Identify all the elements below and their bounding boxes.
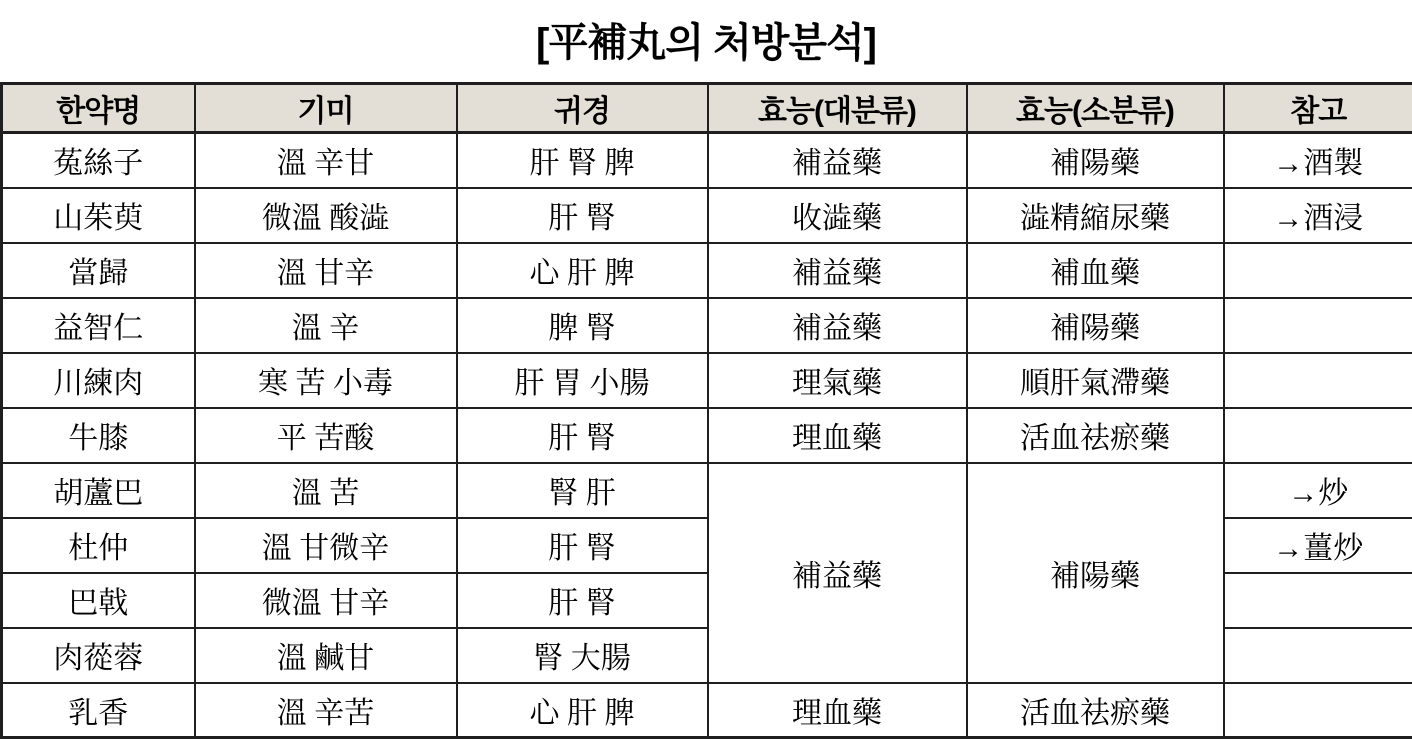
table-cell: 補陽藥	[967, 298, 1224, 353]
table-cell: 溫 苦	[195, 463, 457, 518]
table-cell: 腎 大腸	[457, 628, 708, 683]
table-cell	[1224, 243, 1412, 298]
table-cell: 肝 腎 脾	[457, 133, 708, 188]
column-header-6: 참고	[1224, 84, 1412, 133]
page-title: [平補丸의 처방분석]	[536, 21, 876, 65]
table-cell: 寒 苦 小毒	[195, 353, 457, 408]
table-cell: 補陽藥	[967, 133, 1224, 188]
table-cell	[1224, 628, 1412, 683]
table-row	[2, 133, 1412, 188]
table-cell: 微溫 酸澁	[195, 188, 457, 243]
table-cell: 肝 腎	[457, 573, 708, 628]
table-cell: 川練肉	[2, 353, 195, 408]
table-cell: 補益藥	[708, 133, 967, 188]
column-header-1: 한약명	[2, 84, 195, 133]
table-cell: 補血藥	[967, 243, 1224, 298]
table-cell: 脾 腎	[457, 298, 708, 353]
table-cell: 收澁藥	[708, 188, 967, 243]
table-cell: 巴戟	[2, 573, 195, 628]
table-cell: 胡蘆巴	[2, 463, 195, 518]
table-cell: 肉蓯蓉	[2, 628, 195, 683]
table-cell: 肝 腎	[457, 408, 708, 463]
table-cell	[1224, 298, 1412, 353]
table-cell: 牛膝	[2, 408, 195, 463]
table-cell: 理血藥	[708, 683, 967, 738]
table-row	[2, 243, 1412, 298]
table-cell: →酒浸	[1224, 188, 1412, 243]
table-cell: 活血祛瘀藥	[967, 408, 1224, 463]
table-cell: 心 肝 脾	[457, 243, 708, 298]
table-cell: 肝 腎	[457, 518, 708, 573]
table-cell: 溫 鹹甘	[195, 628, 457, 683]
table-row	[2, 683, 1412, 738]
table-cell	[1224, 408, 1412, 463]
table-cell: 腎 肝	[457, 463, 708, 518]
column-header-3: 귀경	[457, 84, 708, 133]
table-cell: 溫 甘辛	[195, 243, 457, 298]
table-cell: 澁精縮尿藥	[967, 188, 1224, 243]
table-cell: 心 肝 脾	[457, 683, 708, 738]
table-cell: 補益藥	[708, 298, 967, 353]
table-cell: →炒	[1224, 463, 1412, 518]
table-cell: 微溫 甘辛	[195, 573, 457, 628]
table-cell: 肝 胃 小腸	[457, 353, 708, 408]
table-row	[2, 353, 1412, 408]
table-cell: 理氣藥	[708, 353, 967, 408]
table-cell: 補益藥	[708, 243, 967, 298]
table-cell: →酒製	[1224, 133, 1412, 188]
table-cell: 理血藥	[708, 408, 967, 463]
table-cell: 溫 辛苦	[195, 683, 457, 738]
table-cell: 補益藥	[708, 463, 967, 683]
table-cell: 杜仲	[2, 518, 195, 573]
table-cell: 當歸	[2, 243, 195, 298]
table-cell: 山茱萸	[2, 188, 195, 243]
header-row	[2, 84, 1412, 133]
table-cell: 補陽藥	[967, 463, 1224, 683]
table-cell: 溫 甘微辛	[195, 518, 457, 573]
column-header-5: 효능(소분류)	[967, 84, 1224, 133]
title-bar	[0, 0, 1412, 82]
column-header-2: 기미	[195, 84, 457, 133]
table-row	[2, 408, 1412, 463]
table-cell: 肝 腎	[457, 188, 708, 243]
table-cell: 溫 辛	[195, 298, 457, 353]
table-cell: 溫 辛甘	[195, 133, 457, 188]
table-cell: 順肝氣滯藥	[967, 353, 1224, 408]
table-cell: 平 苦酸	[195, 408, 457, 463]
table-cell	[1224, 353, 1412, 408]
table-row	[2, 298, 1412, 353]
table-cell: 乳香	[2, 683, 195, 738]
table-row	[2, 463, 1412, 518]
prescription-table	[0, 82, 1412, 739]
table-row	[2, 188, 1412, 243]
table-cell	[1224, 683, 1412, 738]
table-cell: 活血祛瘀藥	[967, 683, 1224, 738]
table-cell: →薑炒	[1224, 518, 1412, 573]
table-cell	[1224, 573, 1412, 628]
table-cell: 菟絲子	[2, 133, 195, 188]
table-cell: 益智仁	[2, 298, 195, 353]
column-header-4: 효능(대분류)	[708, 84, 967, 133]
